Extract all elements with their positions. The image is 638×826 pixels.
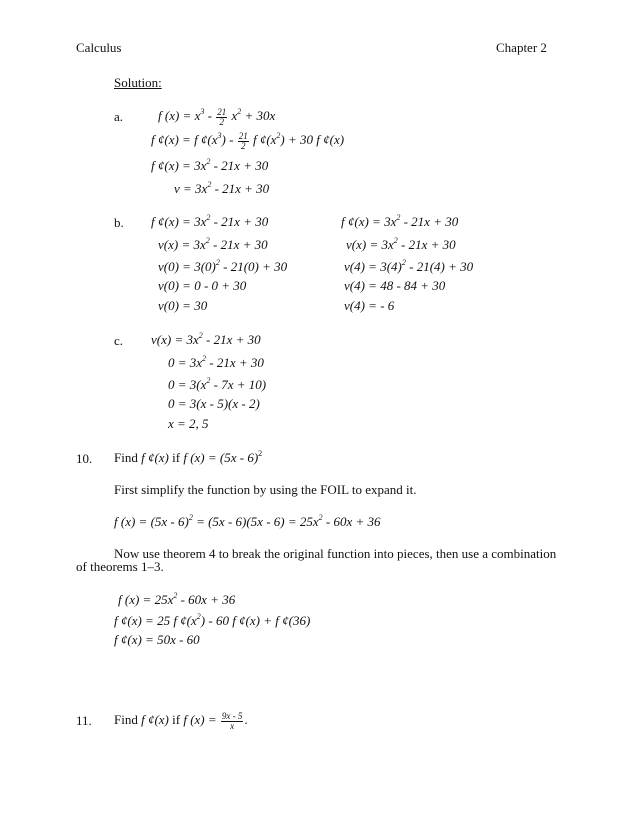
solution-heading: Solution: — [114, 75, 162, 90]
part-a-label: a. — [114, 109, 124, 124]
problem-10-text-1: First simplify the function by using the FOIL to expand it. — [114, 482, 417, 497]
part-b-left-line-3: $v(0) = 3(0)^2 - 21(0) + 30$ — [158, 258, 288, 274]
part-b-right-line-2: $v(x) = 3x^2 - 21x + 30$ — [346, 236, 456, 252]
part-c-line-2: $0 = 3x^2 - 21x + 30$ — [168, 354, 264, 370]
part-a-line-2: f ¢(x) = f $¢(x^3)$ - $\frac{21}{2}$ f $¢(x^2) + 30$ f ¢(x) — [151, 131, 345, 151]
part-c-label: c. — [114, 333, 124, 348]
part-b-left-line-4: v(0) = 0 - 0 + 30 — [158, 278, 247, 293]
header-left: Calculus — [76, 40, 122, 55]
part-b-right-line-3: $v(4) = 3(4)^2 - 21(4) + 30$ — [344, 258, 474, 274]
part-b-label: b. — [114, 215, 124, 230]
part-a-line-4: $v = 3x^2 - 21x + 30$ — [174, 180, 270, 196]
part-c-line-1: $v(x) = 3x^2 - 21x + 30$ — [151, 331, 261, 347]
problem-10-number: 10. — [76, 451, 93, 466]
part-c-line-3: $0 = 3(x^2 - 7x + 10)$ — [168, 376, 267, 392]
problem-11-prompt: Find f ¢(x) if f (x) = $\frac{9x - 5}{x}$ . — [114, 711, 248, 731]
part-b-left-line-1: f ¢(x) = $3x^2 - 21x + 30$ — [151, 213, 269, 229]
problem-10-foil-line: f $(x) = (5x - 6)^2 = (5x - 6)(5x - 6) = 25x^2 - 60x + 36$ — [114, 513, 381, 529]
header-right: Chapter 2 — [496, 40, 547, 55]
problem-10-text-2a: Now use theorem 4 to break the original function into pieces, then use a combination — [114, 546, 557, 561]
part-b-left-line-2: $v(x) = 3x^2 - 21x + 30$ — [158, 236, 268, 252]
problem-10-line-3: f ¢(x) = 50x - 60 — [114, 632, 200, 647]
problem-10-text-2b: of theorems 1–3. — [76, 559, 164, 574]
part-b-right-line-1: f ¢(x) = $3x^2 - 21x + 30$ — [341, 213, 459, 229]
problem-11-number: 11. — [76, 713, 92, 728]
part-c-line-5: x = 2, 5 — [168, 416, 209, 431]
problem-10-line-2: f ¢(x) = 25 f $¢(x^2) - 60$ f ¢(x) + f ¢(36) — [114, 612, 311, 628]
problem-10-prompt: Find f ¢(x) if f (x) = (5x - 6)$^2$ — [114, 449, 263, 465]
part-b-right-line-5: v(4) = - 6 — [344, 298, 395, 313]
fraction-21-over-2: $\frac{21}{2}$ — [217, 107, 227, 127]
part-b-right-line-4: v(4) = 48 - 84 + 30 — [344, 278, 446, 293]
fraction-21-over-2: $\frac{21}{2}$ — [238, 131, 248, 151]
part-b-left-line-5: v(0) = 30 — [158, 298, 208, 313]
problem-10-line-1: f $(x) = 25x^2 - 60x + 36$ — [118, 591, 236, 607]
fraction-9x-5-over-x: $\frac{9x - 5}{x}$ — [221, 711, 243, 731]
part-a-line-1: f $(x) = x^3$ - $\frac{21}{2}$ $x^2 + 30x$ — [158, 107, 276, 127]
part-c-line-4: 0 = 3(x - 5)(x - 2) — [168, 396, 260, 411]
part-a-line-3: f ¢(x) = $3x^2 - 21x + 30$ — [151, 157, 269, 173]
